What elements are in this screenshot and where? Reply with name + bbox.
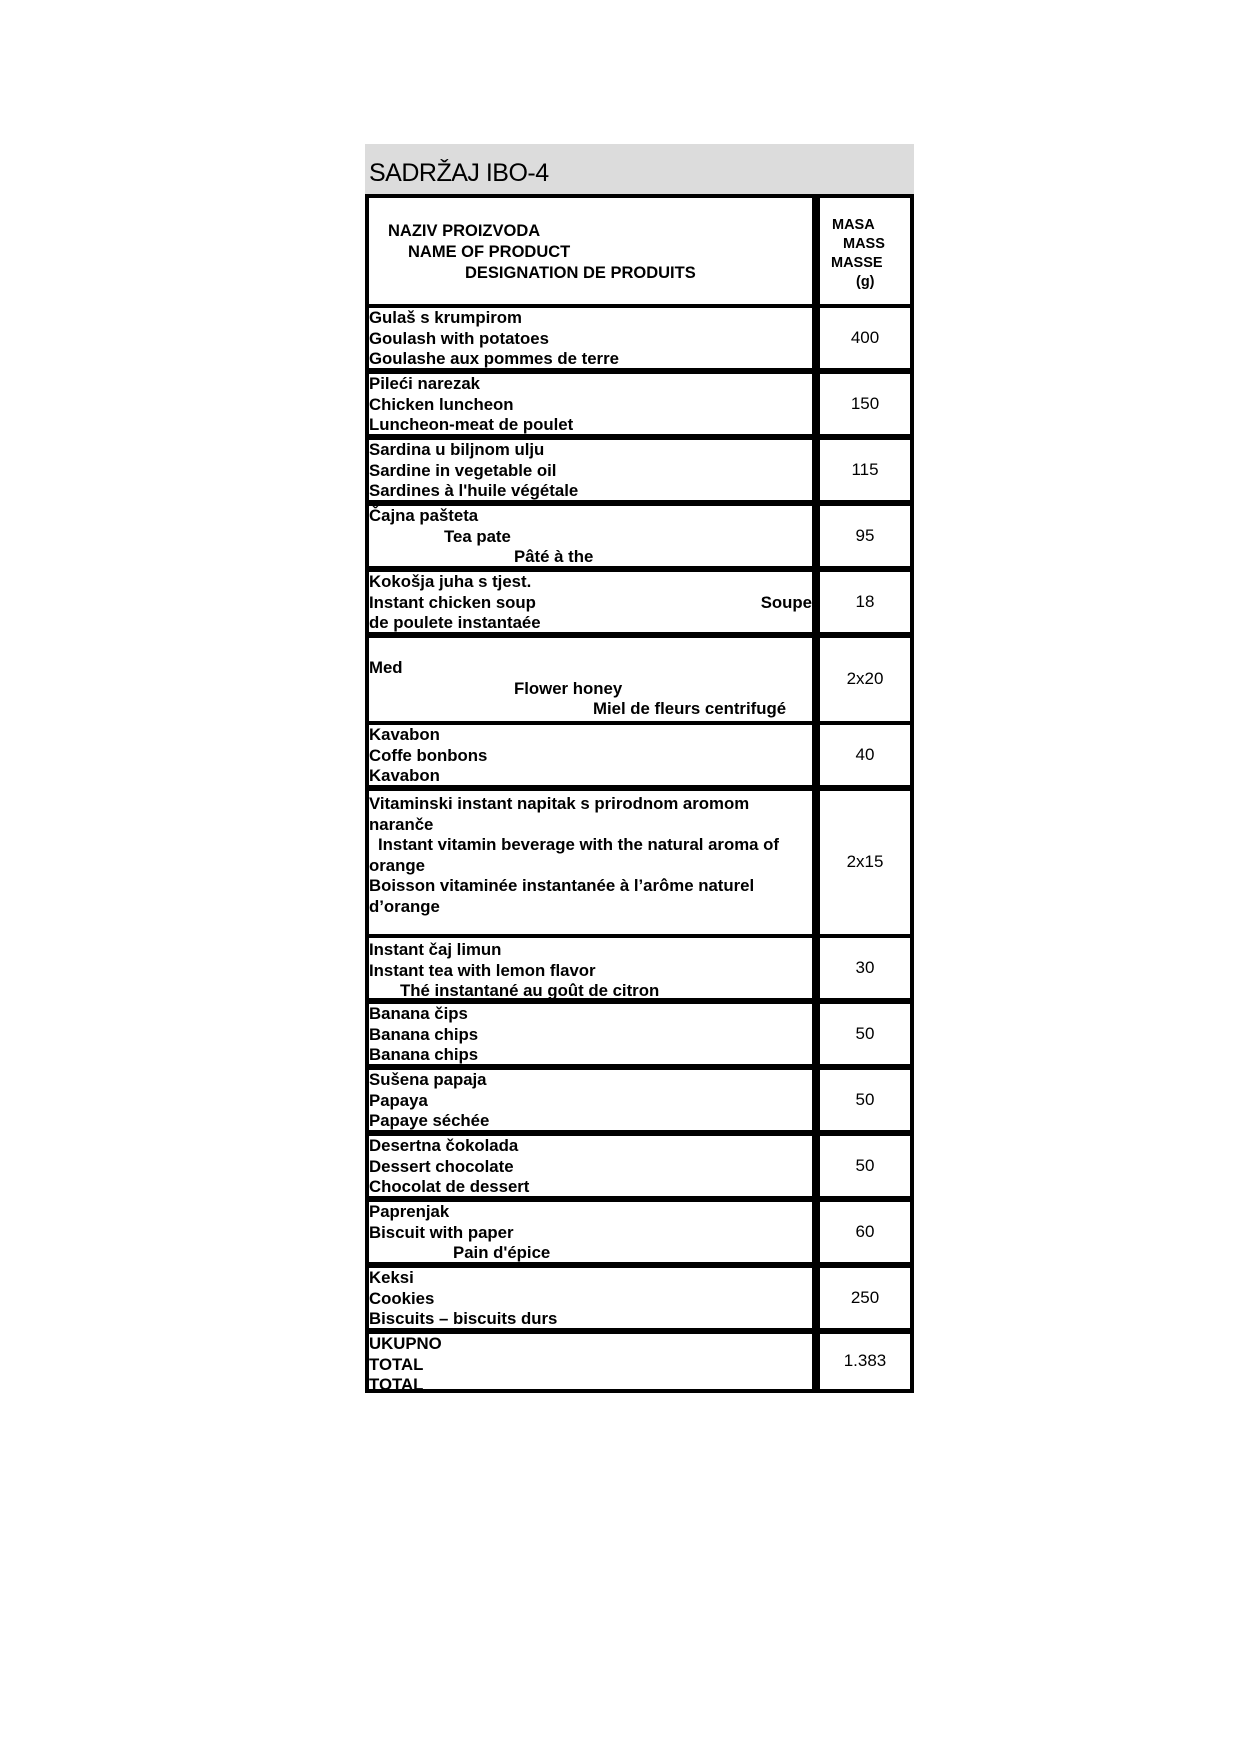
product-name-line: Papaya [369, 1090, 428, 1110]
product-mass-cell: 50 [820, 1136, 910, 1196]
product-name-cell [369, 374, 812, 434]
product-mass-cell: 95 [820, 506, 910, 566]
product-name-line: Desertna čokolada [369, 1136, 519, 1155]
product-name-cell [369, 1004, 812, 1064]
product-name-line: Čajna pašteta [369, 506, 479, 525]
product-name-line: Sardina u biljnom ulju [369, 440, 545, 459]
product-name-cell [369, 1070, 812, 1130]
product-mass-cell: 18 [820, 572, 910, 632]
product-name-cell [369, 506, 812, 566]
product-name-line: Sardine in vegetable oil [369, 460, 557, 480]
document-sheet [365, 144, 914, 1393]
product-name-line: Banana chips [369, 1045, 479, 1064]
product-mass-cell: 30 [820, 938, 910, 998]
product-name-line: Flower honey [514, 678, 623, 698]
product-name-line: Sardines à l'huile végétale [369, 481, 579, 500]
product-name-line: Miel de fleurs centrifugé [593, 699, 787, 718]
document-title: SADRŽAJ IBO-4 [365, 144, 914, 194]
header-mass-line: MASA [832, 217, 875, 233]
header-name-line: NAME OF PRODUCT [408, 243, 571, 261]
product-mass-cell: 115 [820, 440, 910, 500]
product-name-line: TOTAL [369, 1375, 424, 1389]
product-name-line: Boisson vitaminée instantanée à l’arôme naturel [369, 876, 755, 895]
product-mass-cell: 40 [820, 725, 910, 785]
product-mass-cell: 50 [820, 1070, 910, 1130]
product-name-line: UKUPNO [369, 1334, 442, 1353]
product-name-line: Goulashe aux pommes de terre [369, 349, 619, 368]
product-mass-cell: 250 [820, 1268, 910, 1328]
header-product-name [369, 198, 812, 304]
product-mass-cell: 2x15 [820, 791, 910, 934]
product-name-cell [369, 638, 812, 721]
product-name-line: Gulaš s krumpirom [369, 308, 522, 327]
product-name-line: Coffe bonbons [369, 745, 488, 765]
product-name-cell [369, 1136, 812, 1196]
product-name-line: Paprenjak [369, 1202, 450, 1221]
product-name-cell [369, 791, 812, 934]
total-mass: 1.383 [820, 1334, 910, 1389]
product-name-line: Pâté à the [514, 547, 594, 566]
product-name-line: de poulete instantaée [369, 613, 541, 632]
contents-table [365, 194, 914, 1393]
product-name-line: Banana čips [369, 1004, 468, 1023]
product-name-line: Pain d'épice [453, 1243, 551, 1262]
product-mass-cell: 50 [820, 1004, 910, 1064]
product-name-cell [369, 308, 812, 368]
product-name-line: Kavabon [369, 725, 440, 744]
product-name-line: Pileći narezak [369, 374, 481, 393]
product-name-line: Biscuits – biscuits durs [369, 1309, 558, 1328]
product-name-line: Med [369, 658, 403, 677]
product-name-line: Kavabon [369, 766, 440, 785]
product-name-line: Goulash with potatoes [369, 328, 549, 348]
header-name-line: DESIGNATION DE PRODUITS [465, 264, 696, 282]
product-mass-cell: 2x20 [820, 638, 910, 721]
product-name-line: Chicken luncheon [369, 394, 514, 414]
product-name-line: Kokošja juha s tjest. [369, 572, 532, 591]
product-name-line: Chocolat de dessert [369, 1177, 530, 1196]
header-mass [820, 198, 910, 304]
product-name-line: naranče [369, 814, 434, 834]
product-name-cell [369, 1202, 812, 1262]
product-name-cell [369, 1268, 812, 1328]
product-name-line: Keksi [369, 1268, 414, 1287]
product-name-line: Soupe [760, 592, 812, 612]
header-name-line: NAZIV PROIZVODA [388, 222, 541, 240]
product-name-line: Papaye séchée [369, 1111, 490, 1130]
product-mass-cell: 400 [820, 308, 910, 368]
product-name-line: Biscuit with paper [369, 1222, 514, 1242]
product-name-line: TOTAL [369, 1354, 424, 1374]
product-name-line: Instant chicken soup [369, 592, 536, 612]
product-mass-cell: 60 [820, 1202, 910, 1262]
header-mass-line: MASSE [831, 255, 883, 271]
header-mass-line: MASS [843, 236, 885, 252]
product-name-line: Sušena papaja [369, 1070, 487, 1089]
product-name-line: Instant čaj limun [369, 940, 502, 959]
total-label [369, 1334, 812, 1389]
product-mass-cell: 150 [820, 374, 910, 434]
product-name-cell [369, 938, 812, 998]
product-name-line: Vitaminski instant napitak s prirodnom aromom [369, 794, 750, 813]
header-mass-line: (g) [856, 274, 875, 290]
product-name-cell [369, 440, 812, 500]
product-name-cell [369, 725, 812, 785]
product-name-line: Cookies [369, 1288, 435, 1308]
product-name-line: Tea pate [444, 526, 511, 546]
product-name-line: Luncheon-meat de poulet [369, 415, 574, 434]
product-name-line: orange [369, 855, 425, 875]
product-name-line: Instant vitamin beverage with the natural aroma of [378, 835, 779, 854]
product-name-line: Thé instantané au goût de citron [400, 981, 660, 998]
product-name-line: d’orange [369, 896, 440, 916]
product-name-line: Banana chips [369, 1024, 479, 1044]
product-name-line: Dessert chocolate [369, 1156, 514, 1176]
product-name-cell [369, 572, 812, 632]
product-name-line: Instant tea with lemon flavor [369, 960, 596, 980]
